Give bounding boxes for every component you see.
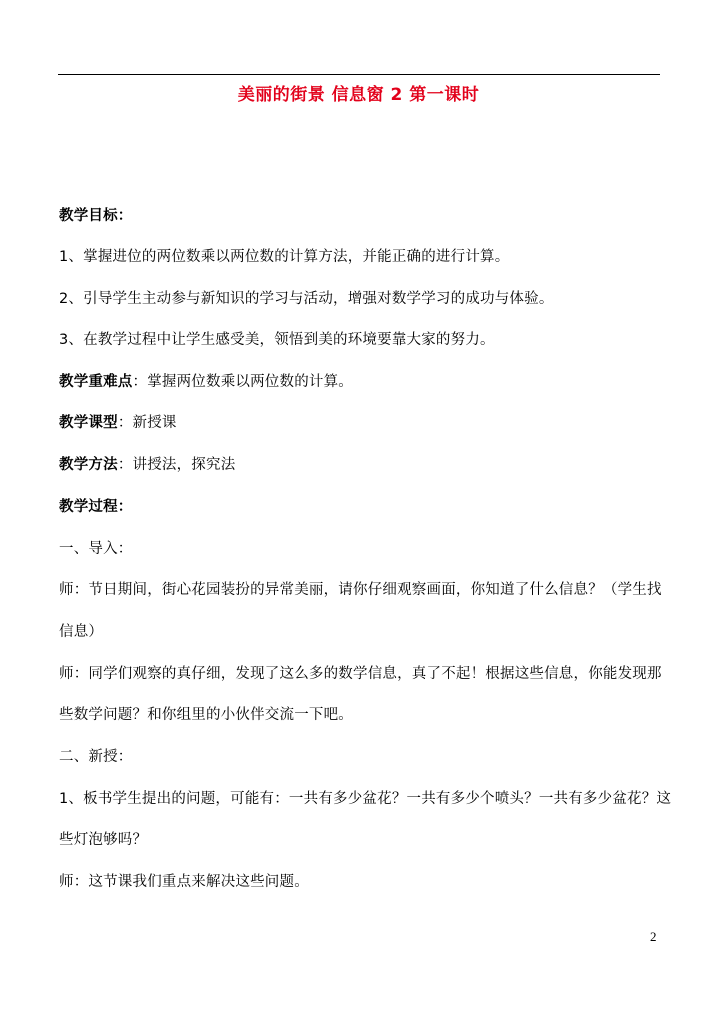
new-paragraph-1-line-1: 1、板书学生提出的问题，可能有：一共有多少盆花？一共有多少个喷头？一共有多少盆花？这 [59, 791, 672, 807]
key-point-text: ：掌握两位数乘以两位数的计算。 [132, 374, 353, 390]
intro-paragraph-1-line-1: 师：节日期间，街心花园装扮的异常美丽，请你仔细观察画面，你知道了什么信息？（学生找 [59, 582, 662, 598]
lesson-type [59, 413, 177, 433]
goals-heading: 教学目标： [59, 208, 133, 224]
teaching-method-text: ：讲授法，探究法 [117, 457, 236, 473]
header-rule [58, 74, 660, 75]
goal-3: 3、在教学过程中让学生感受美，领悟到美的环境要靠大家的努力。 [59, 332, 495, 348]
teaching-method [59, 455, 235, 475]
intro-heading: 一、导入： [59, 541, 133, 557]
document-title: 美丽的街景 信息窗 2 第一课时 [237, 85, 480, 105]
goal-2: 2、引导学生主动参与新知识的学习与活动，增强对数学学习的成功与体验。 [59, 291, 554, 307]
new-paragraph-1-line-2: 些灯泡够吗？ [59, 832, 148, 848]
intro-paragraph-2-line-1: 师：同学们观察的真仔细，发现了这么多的数学信息，真了不起！根据这些信息，你能发现那 [59, 666, 662, 682]
key-point [59, 372, 353, 392]
lesson-type-text: ：新授课 [117, 415, 177, 431]
new-paragraph-2: 师：这节课我们重点来解决这些问题。 [59, 874, 309, 890]
intro-paragraph-1-line-2: 信息） [59, 624, 104, 640]
goal-1: 1、掌握进位的两位数乘以两位数的计算方法，并能正确的进行计算。 [59, 249, 510, 265]
process-heading: 教学过程： [59, 499, 133, 515]
lesson-type-label: 教学课型 [59, 415, 118, 431]
teaching-method-label: 教学方法 [59, 457, 118, 473]
intro-paragraph-2-line-2: 些数学问题？和你组里的小伙伴交流一下吧。 [59, 707, 353, 723]
page-number: 2 [650, 929, 657, 944]
key-point-label: 教学重难点 [59, 374, 133, 390]
new-lesson-heading: 二、新授： [59, 749, 133, 765]
